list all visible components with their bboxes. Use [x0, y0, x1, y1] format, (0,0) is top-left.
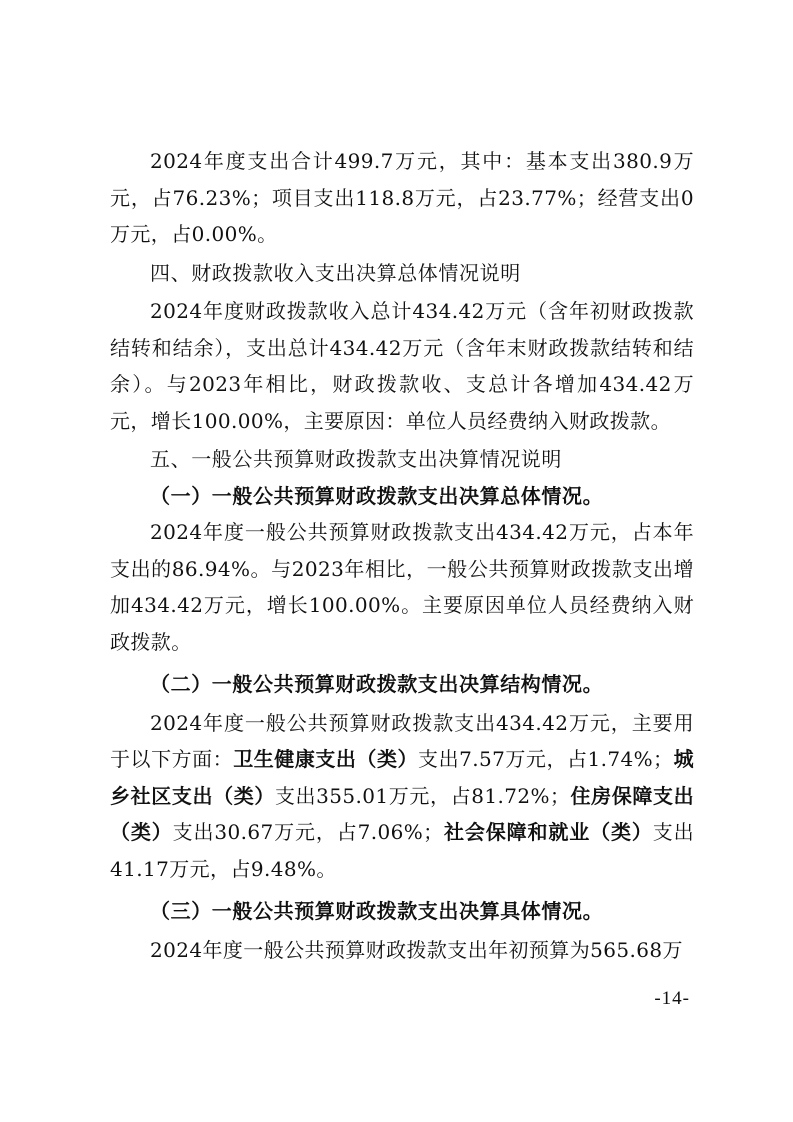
- category-urban-rural-value: 支出355.01万元，占81.72%；: [274, 783, 571, 808]
- document-body: [110, 143, 694, 968]
- subheading-2: （二）一般公共预算财政拨款支出决算结构情况。: [150, 672, 604, 696]
- category-housing-value: 支出30.67万元，占7.06%；: [172, 820, 444, 844]
- category-social-security: 社会保障和就业（类）: [443, 820, 653, 844]
- category-urban-rural: 城乡社区支出（类）: [110, 747, 695, 808]
- subheading-3: （三）一般公共预算财政拨款支出决算具体情况。: [150, 899, 604, 923]
- paragraph-total-expenditure: 2024年度支出合计499.7万元，其中：基本支出380.9万元，占76.23%；项目支出118.8万元，占23.77%；经营支出0万元，占0.00%。: [110, 149, 694, 246]
- category-social-security-value: 支出41.17万元，占9.48%。: [110, 820, 695, 881]
- paragraph-general-budget-overall: 2024年度一般公共预算财政拨款支出434.42万元，占本年支出的86.94%。与2023年相比，一般公共预算财政拨款支出增加434.42万元，增长100.00%。主要原因单位人员经费纳入财政拨款。: [110, 520, 694, 654]
- category-health-value: 支出7.57万元，占1.74%；: [418, 747, 674, 771]
- paragraph-fiscal-appropriation: 2024年度财政拨款收入总计434.42万元（含年初财政拨款结转和结余），支出总计434.42万元（含年末财政拨款结转和结余）。与2023年相比，财政拨款收、支总计各增加434.42万元，增长100.00%，主要原因：单位人员经费纳入财政拨款。: [110, 299, 694, 433]
- subheading-1: （一）一般公共预算财政拨款支出决算总体情况。: [150, 483, 604, 508]
- section-heading-5: 五、一般公共预算财政拨款支出决算情况说明: [150, 447, 562, 471]
- paragraph-expenditure-structure: [110, 705, 694, 888]
- section-heading-4: 四、财政拨款收入支出决算总体情况说明: [150, 260, 521, 285]
- paragraph-specific-details: 2024年度一般公共预算财政拨款支出年初预算为565.68万: [150, 937, 683, 962]
- category-housing: 住房保障支出（类）: [110, 783, 694, 844]
- page-number: -14-: [654, 988, 690, 1009]
- structure-lead: 2024年度一般公共预算财政拨款支出434.42万元，主要用于以下方面：: [110, 710, 694, 771]
- category-health: 卫生健康支出（类）: [233, 747, 419, 771]
